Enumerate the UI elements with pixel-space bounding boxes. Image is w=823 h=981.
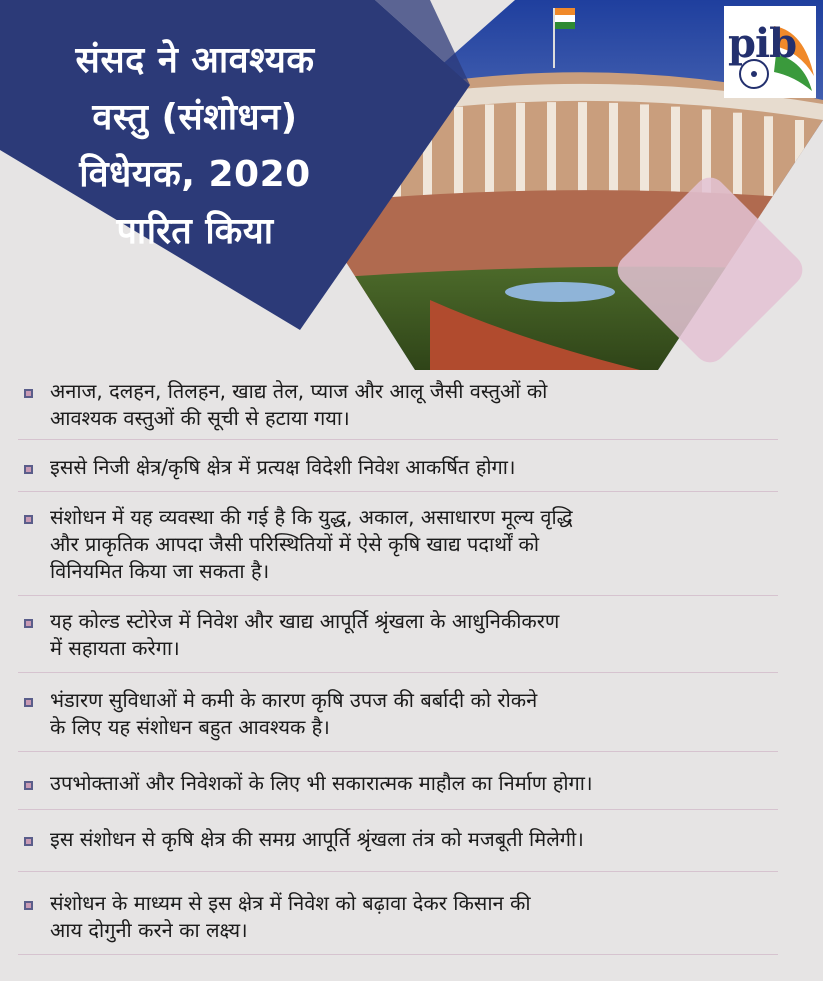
column <box>516 103 525 193</box>
list-item-text: उपभोक्ताओं और निवेशकों के लिए भी सकारात्मक माहौल का निर्माण होगा। <box>50 771 593 795</box>
square-bullet-icon <box>24 698 33 707</box>
square-bullet-icon <box>24 465 33 474</box>
logo-text: pib <box>728 20 797 67</box>
list-item-text: संशोधन में यह व्यवस्था की गई है कि युद्ध, अकाल, असाधारण मूल्य वृद्धि और प्राकृतिक आपदा जैसी परिस्थितियों में ऐसे कृषि खाद्य पदार्थों को विनियमित किया जा सकता है। <box>50 505 573 583</box>
title-line: संसद ने आवश्यक <box>75 40 315 81</box>
list-item-text: यह कोल्ड स्टोरेज में निवेश और खाद्य आपूर्ति श्रृंखला के आधुनिकीकरण में सहायता करेगा। <box>50 609 560 660</box>
column <box>547 102 556 192</box>
column <box>733 113 742 203</box>
list-item-text: इससे निजी क्षेत्र/कृषि क्षेत्र में प्रत्यक्ष विदेशी निवेश आकर्षित होगा। <box>50 455 516 479</box>
square-bullet-icon <box>24 619 33 628</box>
list-item <box>18 752 778 810</box>
square-bullet-icon <box>24 515 33 524</box>
list-item <box>18 596 778 673</box>
page-title <box>0 32 390 260</box>
list-item <box>18 376 778 440</box>
column <box>485 104 494 194</box>
list-item-text: इस संशोधन से कृषि क्षेत्र की समग्र आपूर्ति श्रृंखला तंत्र को मजबूती मिलेगी। <box>50 827 584 851</box>
list-item <box>18 492 778 596</box>
list-item <box>18 673 778 752</box>
title-line: पारित किया <box>116 211 274 252</box>
column <box>454 107 463 197</box>
column <box>795 120 804 210</box>
list-item <box>18 810 778 872</box>
title-line: विधेयक, 2020 <box>79 154 311 195</box>
square-bullet-icon <box>24 901 33 910</box>
column <box>609 103 618 193</box>
square-bullet-icon <box>24 781 33 790</box>
header-banner <box>0 0 823 370</box>
square-bullet-icon <box>24 837 33 846</box>
bullet-list <box>18 368 818 955</box>
column <box>671 107 680 197</box>
list-item <box>18 440 778 492</box>
list-item <box>18 872 778 955</box>
column <box>640 104 649 194</box>
title-line: वस्तु (संशोधन) <box>92 97 298 138</box>
column <box>578 102 587 192</box>
list-item-text: भंडारण सुविधाओं मे कमी के कारण कृषि उपज की बर्बादी को रोकने के लिए यह संशोधन बहुत आवश्यक है। <box>50 688 538 739</box>
list-item-text: संशोधन के माध्यम से इस क्षेत्र में निवेश को बढ़ावा देकर किसान की आय दोगुनी करने का लक्ष्य। <box>50 891 531 942</box>
list-item-text: अनाज, दलहन, तिलहन, खाद्य तेल, प्याज और आलू जैसी वस्तुओं को आवश्यक वस्तुओं की सूची से हटाया गया। <box>50 379 548 430</box>
pib-logo <box>724 6 816 98</box>
square-bullet-icon <box>24 389 33 398</box>
column <box>764 116 773 206</box>
